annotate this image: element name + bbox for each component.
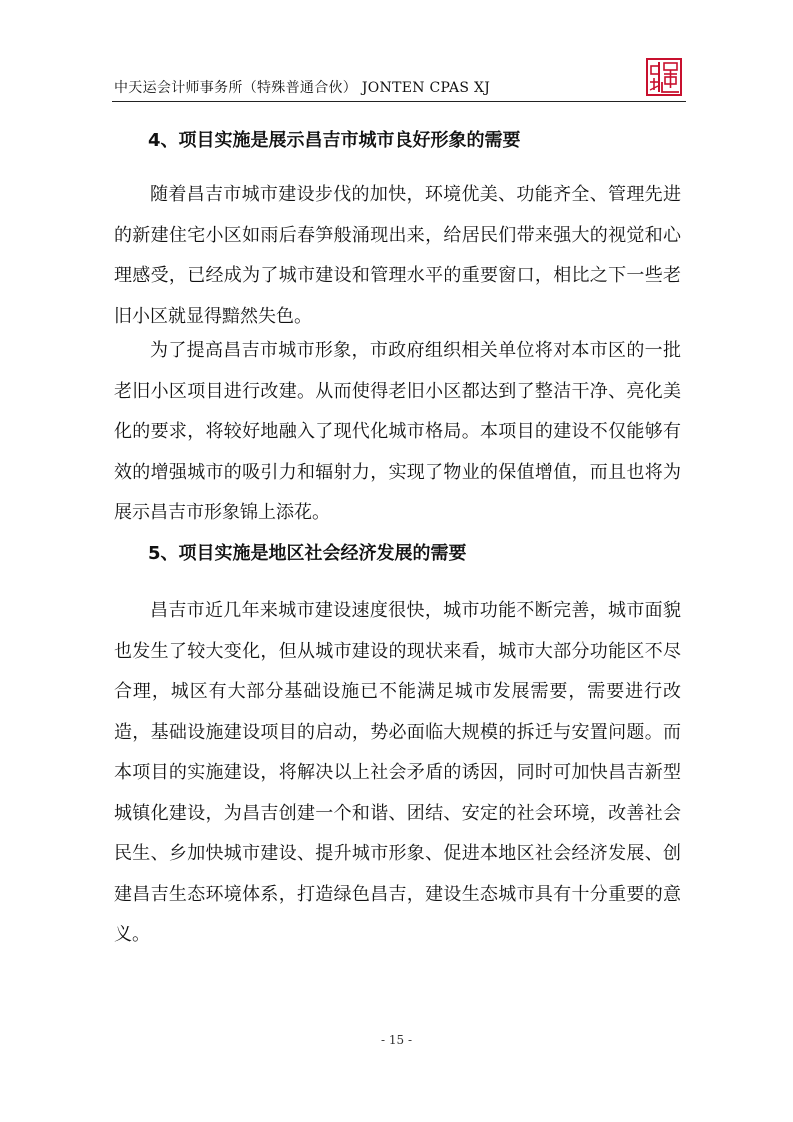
paragraph-5-1: 昌吉市近几年来城市建设速度很快，城市功能不断完善，城市面貌也发生了较大变化，但从城市建设的现状来看，城市大部分功能区不尽合理，城区有大部分基础设施已不能满足城市发展需要，需要进行改造，基础设施建设项目的启动，势必面临大规模的拆迁与安置问题。而本项目的实施建设，将解决以上社会矛盾的诱因，同时可加快昌吉新型城镇化建设，为昌吉创建一个和谐、团结、安定的社会环境，改善社会民生、乡加快城市建设、提升城市形象、促进本地区社会经济发展、创建昌吉生态环境体系，打造绿色昌吉，建设生态城市具有十分重要的意义。 (114, 600, 681, 945)
paragraph-4-2: 为了提高昌吉市城市形象，市政府组织相关单位将对本市区的一批老旧小区项目进行改建。从而使得老旧小区都达到了整洁干净、亮化美化的要求，将较好地融入了现代化城市格局。本项目的建设不仅能够有效的增强城市的吸引力和辐射力，实现了物业的保值增值，而且也将为展示昌吉市形象锦上添花。 (114, 340, 681, 523)
section-heading-5: 5、项目实施是地区社会经济发展的需要 (148, 543, 467, 564)
header-divider (112, 101, 686, 102)
header-firm-name: 中天运会计师事务所（特殊普通合伙） JONTEN CPAS XJ (114, 80, 491, 96)
section-heading-4: 4、项目实施是展示昌吉市城市良好形象的需要 (148, 130, 521, 151)
page-number: - 15 - (380, 1033, 412, 1047)
paragraph-4-1: 随着昌吉市城市建设步伐的加快，环境优美、功能齐全、管理先进的新建住宅小区如雨后春笋般涌现出来，给居民们带来强大的视觉和心理感受，已经成为了城市建设和管理水平的重要窗口，相比之下一些老旧小区就显得黯然失色。 (114, 184, 681, 327)
firm-logo-seal (646, 58, 682, 96)
